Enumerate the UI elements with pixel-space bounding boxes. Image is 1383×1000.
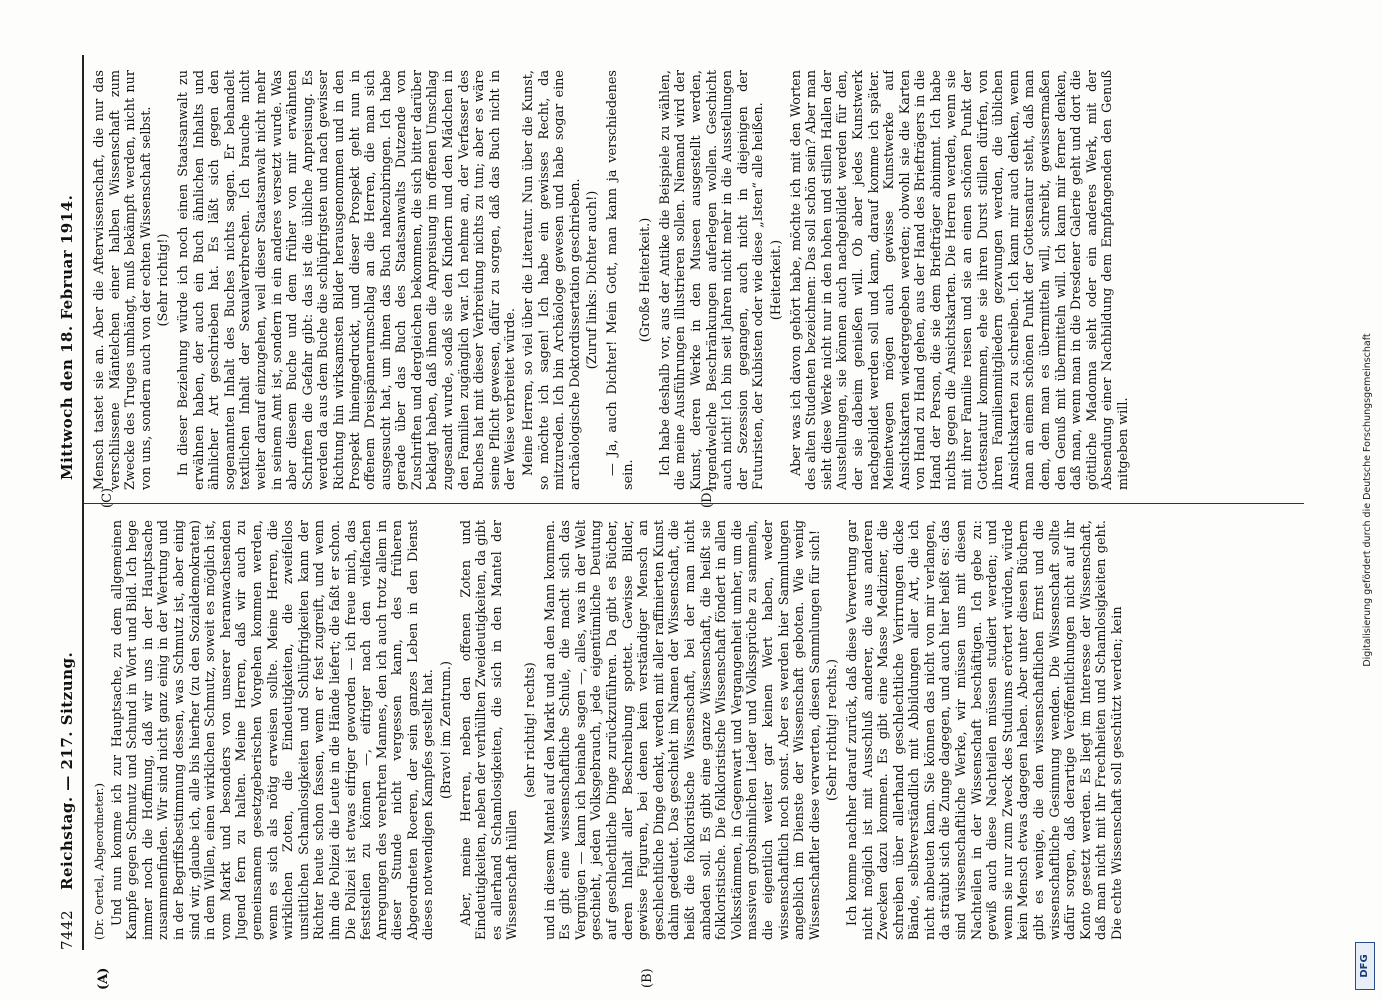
paragraph: Aber, meine Herren, neben den offenen Zoten und Eindeutigkeiten, neben der verhüllten Zweideutigkeiten, da gibt es allerhand Schamlosigkeiten, die sich in den Mantel der Wissenschaft hüllen — [458, 520, 521, 940]
header-right-title: Mittwoch den 18. Februar 1914. — [58, 194, 76, 480]
digitization-credit: Digitalisierung gefördert durch die Deutsche Forschungsgemeinschaft — [1362, 333, 1373, 667]
speaker-label: (Dr. Oertel, Abgeordneter.) — [92, 782, 106, 940]
reaction: (Bravo! im Zentrum.) — [439, 661, 455, 799]
margin-marker-d: (D) — [700, 487, 715, 508]
page-number: 7442 — [58, 909, 76, 950]
page-header — [58, 50, 80, 950]
reaction: (sehr richtig! rechts) — [523, 662, 539, 798]
right-column — [92, 70, 1297, 490]
paragraph: In dieser Beziehung würde ich noch einen Staatsanwalt zu erwähnen haben, der auch ein Buch ähnlichen Inhalts und ähnlicher Art geschrieben hat. Es läßt sich gegen den sogenannten Inhalt des Buches nichts sagen. Er behandelt textlichen Inhalt der Sexualverbrechen. Ich brauche nicht weiter darauf einzugehen, weil dieser Staatsanwalt nicht mehr in seinem Amt ist, sondern in ein anderes versetzt wurde. Was aber diesem Buche und dem früher von mir erwähnten Schriften die Gefahr gibt: das ist die übliche Anpreisung. Es werden da aus dem Buche die schlüpfrigsten und nach gewisser Richtung hin wirksamsten Bilder herausgenommen und in den Prospekt hineingedruckt, und dieser Prospekt geht nun in offenem Dreispännerumschlag an die Herren, die man sich ausgesucht hat, um ihnen das Buch nahezubringen. Ich habe gerade über das Buch des Staatsanwalts Dutzende von Zuschriften und dergleichen bekommen, die sich bitter darüber beklagt haben, daß ihnen die Anpreisung im offenen Umschlag zugesandt wurde, sodaß sie den Kindern und den Mädchen in den Familien zugänglich war. Ich nehme an, der Verfasser des Buches hat mit dieser Verbreitung nichts zu tun; aber es wäre seine Pflicht gewesen, dafür zu sorgen, daß das Buch nicht in der Weise verbreitet würde. — [175, 70, 519, 490]
paragraph: Ich komme nachher darauf zurück, daß diese Verwertung gar nicht möglich ist mit Ausschluß anderer, die aus anderen Zwecken dazu kommen. Es gibt eine Masse Mediziner, die schreiben über allerhand geschlechtliche Verirrungen dicke Bände, selbstverständlich mit Abbildungen aller Art, die ich nicht anbeuten kann. Sie können das nicht von mir verlangen, da sträubt sich die Zunge dagegen, und auch hier heißt es: das sind wissenschaftliche Werke, wir müssen uns mit diesen Nachteilen in der Wissenschaft beschäftigen. Ich gebe zu: gewiß auch diese Nachteilen müssen studiert werden; und wenn sie nur zum Zweck des Studiums erörtert würden, würde kein Mensch etwas dagegen haben. Aber unter diesen Büchern gibt es wenige, die den wissenschaftlichen Ernst und die wissenschaftliche Gesinnung wenden. Die Wissenschaft sollte dafür sorgen, daß derartige Veröffentlichungen nicht auf ihr Konto gesetzt werden. Es liegt im Interesse der Wissenschaft, daß man nicht mit ihr Frechheiten und Schamlosigkeiten geht. Die echte Wissenschaft soll geschützt werden; kein — [844, 520, 1125, 940]
paragraph: Mensch tastet sie an. Aber die Afterwissenschaft, die nur das verschlissene Mäntelchen einer halben Wissenschaft zum Zwecke des Truges umhängt, muß bekämpft werden, nicht nur von uns, sondern auch von der echten Wissenschaft selbst. — [92, 70, 154, 490]
margin-marker-c: (C) — [100, 487, 115, 508]
paragraph: Meine Herren, so viel über die Literatur. Nun über die Kunst, so möchte ich sagen! Ich habe ein gewisses Recht, da mitzureden. Ich bin Archäologe gewesen und habe sogar eine archäologische Doktordissertation geschrieben. — [521, 70, 583, 490]
paragraph: — Ja, auch Dichter! Mein Gott, man kann ja verschiedenes sein. — [605, 70, 636, 490]
paragraph: Und nun komme ich zur Hauptsache, zu dem allgemeinen Kampfe gegen Schmutz und Schund in Wort und Bild. Ich hege immer noch die Hoffnung, daß wir uns in der Hauptsache zusammenfinden. Wir sind nicht ganz einig in der Wertung und in der Begriffsbestimmung dessen, was Schmutz ist, aber einig sind wir, glaube ich, alle bis hierher (zu den Sozialdemokraten) in dem Willen, einen wirklichen Schmutz, soweit es möglich ist, vom Markt und besonders von unserer heranwachsenden Jugend fern zu halten. Meine Herren, daß wir auch zu gemeinsamem gesetzgeberischen Vorgehen kommen werden, wenn es sich als nötig erweisen sollte. Meine Herren, die wirklichen Zoten, die Eindeutigkeiten, die zweifellos unsittlichen Schamlosigkeiten und Schlüpfrigkeiten kann der Richter heute schon fassen, wenn er fest zugreift, und wenn ihm die Polizei die Leute in die Hände liefert; die faßt er schon. Die Polizei ist etwas eifriger geworden — ich freue mich, das feststellen zu können —, eifriger nach den vielfachen Anregungen des verehrten Mannes, den ich auch trotz allem in dieser Stunde nicht vergessen kann, des früheren Abgeordneten Roeren, der sein ganzes Leben in den Dienst dieses notwendigen Kampfes gestellt hat. — [109, 520, 437, 940]
left-column — [92, 520, 1297, 940]
header-left-title: Reichstag. — 217. Sitzung. — [58, 651, 76, 890]
reaction: (Heiterkeit.) — [768, 239, 784, 321]
reaction: (Sehr richtig! rechts.) — [825, 659, 841, 801]
reaction: (Große Heiterkeit.) — [638, 217, 654, 343]
paragraph: Ich habe deshalb vor, aus der Antike die Beispiele zu wählen, die meine Ausführungen illustrieren sollen. Niemand wird der Kunst, deren Werke in den Museen ausgestellt werden, irgendwelche Beschränkungen auferlegen wollen. Geschicht auch nicht! Ich bin seit Jahren nicht mehr in die Ausstellungen der Sezession gegangen, auch nicht in diejenigen der Futuristen, der Kubisten oder wie diese „Isten“ alle heißen. — [657, 70, 767, 490]
column-divider — [84, 503, 1304, 504]
dfg-logo: DFG — [1355, 942, 1375, 990]
margin-marker-a: (A) — [96, 967, 111, 990]
paragraph: Aber was ich davon gehört habe, möchte ich mit den Worten des alten Studenten bezeichnen: Das soll schön sein? Aber man sieht diese Werke nicht nur in den hohen und stillen Hallen der Ausstellungen, sie können auch nachgebildet werden für den, der sie dabeim genießen will. Ob aber jedes Kunstwerk nachgebildet werden soll und kann, darauf komme ich später. Meinetwegen mögen auch gewisse Kunstwerke auf Ansichtskarten wiedergegeben werden; obwohl sie die Karten von Hand zu Hand gehen, aus der Hand des Briefträgers in die Hand der Person, die sie dem Briefträger abnimmt. Ich habe nichts gegen die Ansichtskarten. Die Herren werden, wenn sie mit ihrer Familie reisen und sie an einen schönen Punkt der Gottesnatur kommen, ehe sie ihren Durst stillen dürfen, von ihren Familienmitgliedern gezwungen werden, die üblichen Ansichtskarten zu schreiben. Ich kann mir auch denken, wenn man an einem schönen Punkt der Gottesnatur steht, daß man dem, dem man es übermitteln will, schreibt, gewissermaßen den Genuß mit übermitteln will. Ich kann mir ferner denken, daß man, wenn man in die Dresdener Galerie geht und dort die göttliche Madonna sieht oder ein anderes Werk, mit der Absendung einer Nachbildung dem Empfangenden den Genuß mitgeben will. — [788, 70, 1131, 490]
reaction: (Sehr richtig!) — [156, 233, 172, 327]
reaction: (Zuruf links: Dichter auch!) — [585, 190, 601, 370]
paragraph: und in diesem Mantel auf den Markt und an den Mann kommen. Es gibt eine wissenschaftliche Schule, die macht sich das Vergnügen — kann ich beinahe sagen —, alles, was in der Welt geschieht, jeden Volksgebrauch, jede eigentümliche Deutung auf geschlechtliche Dinge zurückzuführen. Da gibt es Bücher, deren Inhalt aller Beschreibung spottet. Gewisse Bilder, gewisse Figuren, bei denen kein verständiger Mensch an geschlechtliche Dinge denkt, werden mit aller raffinierten Kunst dahin gedeutet. Das geschieht im Namen der Wissenschaft, die heißt die folkloristische Wissenschaft, bei der man nicht anbaden soll. Es gibt eine ganze Wissenschaft, die heißt sie folkloristische. Die folkloristische Wissenschaft föndert in allen Volksstämmen, in Gegenwart und Vergangenheit umher, um die massiven grobsinnlichen Lieder und Volkssprüche zu sammeln, die eigentlich weiter gar keinen Wert haben, weder wissenschaftlich noch sonst. Aber es werden hier Sammlungen angeblich im Dienste der Wissenschaft geboten. Wie wenig Wissenschaftler diese verwerten, diesen Sammlungen für sich! — [542, 520, 823, 940]
margin-marker-b: (B) — [640, 968, 655, 988]
